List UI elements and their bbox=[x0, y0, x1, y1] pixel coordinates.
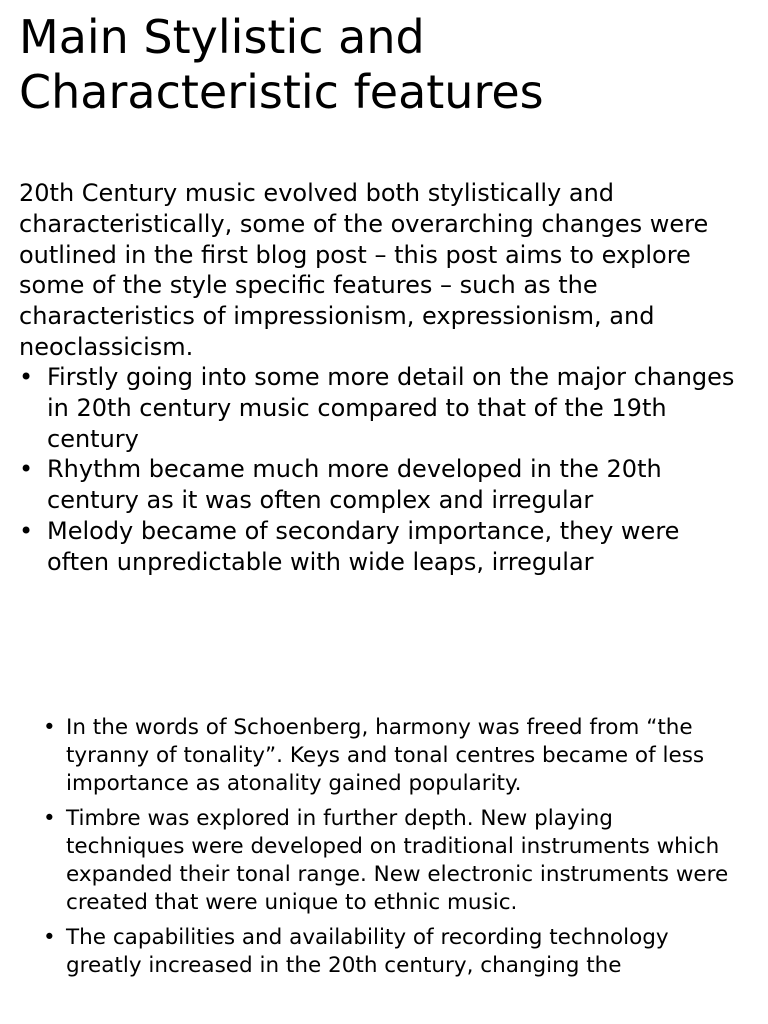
list-item-text: Timbre was explored in further depth. New playing techniques were developed on traditional instruments which expanded their tonal range. New electronic instruments were created that were unique to ethnic music. bbox=[66, 806, 729, 915]
bullet-icon: • bbox=[19, 516, 34, 545]
bullet-icon: • bbox=[19, 455, 34, 484]
page-title: Main Stylistic and Characteristic features bbox=[19, 10, 544, 119]
bullet-icon: • bbox=[43, 715, 56, 740]
list-item bbox=[43, 924, 733, 980]
list-item-text: Rhythm became much more developed in the 20th century as it was often complex and irregular bbox=[47, 455, 662, 515]
bottom-bullet-list bbox=[43, 714, 733, 987]
list-item-text: Melody became of secondary importance, they were often unpredictable with wide leaps, irregular bbox=[47, 516, 680, 576]
list-item bbox=[43, 805, 733, 917]
list-item bbox=[19, 362, 749, 454]
list-item bbox=[19, 454, 749, 516]
list-item bbox=[19, 516, 749, 578]
list-item-text: The capabilities and availability of recording technology greatly increased in the 20th century, changing the bbox=[66, 925, 669, 978]
list-item bbox=[43, 714, 733, 798]
list-item-text: Firstly going into some more detail on the major changes in 20th century music compared to that of the 19th century bbox=[47, 363, 735, 453]
list-item-text: In the words of Schoenberg, harmony was freed from “the tyranny of tonality”. Keys and tonal centres became of less importance as atonality gained popularity. bbox=[66, 715, 705, 796]
intro-paragraph: 20th Century music evolved both stylistically and characteristically, some of the overarching changes were outlined in the first blog post – this post aims to explore some of the style specific features – such as the characteristics of impressionism, expressionism, and neoclassicism. bbox=[19, 179, 709, 361]
bullet-icon: • bbox=[43, 806, 56, 831]
bullet-icon: • bbox=[43, 925, 56, 950]
bullet-icon: • bbox=[19, 363, 34, 391]
top-bullet-list bbox=[19, 362, 749, 578]
